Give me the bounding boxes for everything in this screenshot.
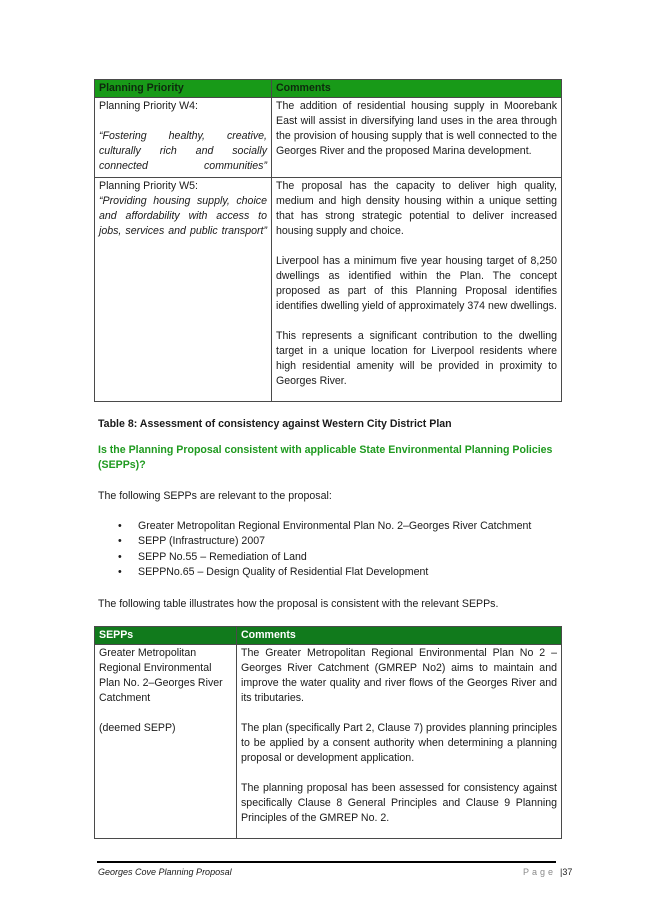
bullet-icon: • bbox=[118, 550, 122, 563]
priority-quote: “Providing housing supply, choice and affordability with access to jobs, services and public transport” bbox=[99, 195, 267, 237]
priority-cell bbox=[95, 98, 272, 178]
table-intro-text: The following table illustrates how the proposal is consistent with the relevant SEPPs. bbox=[98, 598, 499, 610]
header-planning-priority: Planning Priority bbox=[95, 80, 272, 98]
comment-paragraph: The proposal has the capacity to deliver high quality, medium and high density housing within a unique setting that has strong strategic potential to deliver increased housing supply and choice. bbox=[276, 180, 557, 237]
comment-paragraph: Liverpool has a minimum five year housing target of 8,250 dwellings as identified within the Plan. The concept proposed as part of this Planning Proposal identifies identifies dwelling yield of approximately 374 new dwellings. bbox=[276, 255, 557, 312]
table-row bbox=[95, 178, 562, 402]
header-comments: Comments bbox=[272, 80, 562, 98]
footer-divider bbox=[97, 861, 556, 863]
header-sepps: SEPPs bbox=[95, 627, 237, 645]
comment-paragraph: The planning proposal has been assessed for consistency against specifically Clause 8 General Principles and Clause 9 Planning Principles of the GMREP No. 2. bbox=[241, 782, 557, 824]
comment-paragraph: The Greater Metropolitan Regional Environmental Plan No 2 – Georges River Catchment (GMREP No2) aims to maintain and improve the water quality and river flows of the Georges River and its tributaries. bbox=[241, 647, 557, 704]
comment-cell bbox=[272, 98, 562, 178]
footer-page-label: Page bbox=[523, 867, 557, 877]
sepp-name: Greater Metropolitan Regional Environmental Plan No. 2–Georges River Catchment bbox=[99, 647, 223, 704]
bullet-icon: • bbox=[118, 566, 122, 579]
bullet-icon: • bbox=[118, 520, 122, 532]
bullet-icon: • bbox=[118, 535, 122, 548]
comment-cell bbox=[272, 178, 562, 402]
comment-paragraph: The plan (specifically Part 2, Clause 7) provides planning principles to be applied by a consent authority when determining a planning proposal or development application. bbox=[241, 722, 557, 764]
sepp-note: (deemed SEPP) bbox=[99, 722, 176, 734]
comment-paragraph: This represents a significant contribution to the dwelling target in a unique location for Liverpool residents where high residential amenity will be provided in proximity to Georges River. bbox=[276, 330, 557, 387]
planning-priority-table bbox=[94, 79, 562, 402]
sepp-cell bbox=[95, 645, 237, 839]
footer-document-title: Georges Cove Planning Proposal bbox=[98, 867, 232, 877]
table-row bbox=[95, 645, 562, 839]
intro-text: The following SEPPs are relevant to the proposal: bbox=[98, 490, 332, 502]
sepp-list bbox=[118, 519, 531, 581]
footer-page-number: |37 bbox=[560, 867, 573, 877]
list-item: • SEPP (Infrastructure) 2007 bbox=[118, 535, 265, 548]
list-item: • SEPPNo.65 – Design Quality of Residential Flat Development bbox=[118, 566, 429, 579]
table-caption: Table 8: Assessment of consistency against Western City District Plan bbox=[98, 418, 452, 430]
priority-title: Planning Priority W5: bbox=[99, 180, 198, 192]
comment-cell bbox=[237, 645, 562, 839]
table-row bbox=[95, 98, 562, 178]
section-question: Is the Planning Proposal consistent with applicable State Environmental Planning Policies (SEPPs)? bbox=[98, 444, 553, 471]
list-item: • Greater Metropolitan Regional Environmental Plan No. 2–Georges River Catchment bbox=[118, 520, 532, 532]
priority-cell bbox=[95, 178, 272, 402]
priority-quote: “Fostering healthy, creative, culturally rich and socially connected communities” bbox=[99, 130, 267, 172]
comment-text: The addition of residential housing supply in Moorebank East will assist in diversifying land uses in the area through the provision of housing supply that is well connected to the Georges River and the proposed Marina development. bbox=[276, 100, 557, 157]
priority-title: Planning Priority W4: bbox=[99, 100, 198, 112]
list-item: • SEPP No.55 – Remediation of Land bbox=[118, 550, 307, 563]
sepp-table bbox=[94, 626, 562, 839]
header-comments: Comments bbox=[237, 627, 562, 645]
